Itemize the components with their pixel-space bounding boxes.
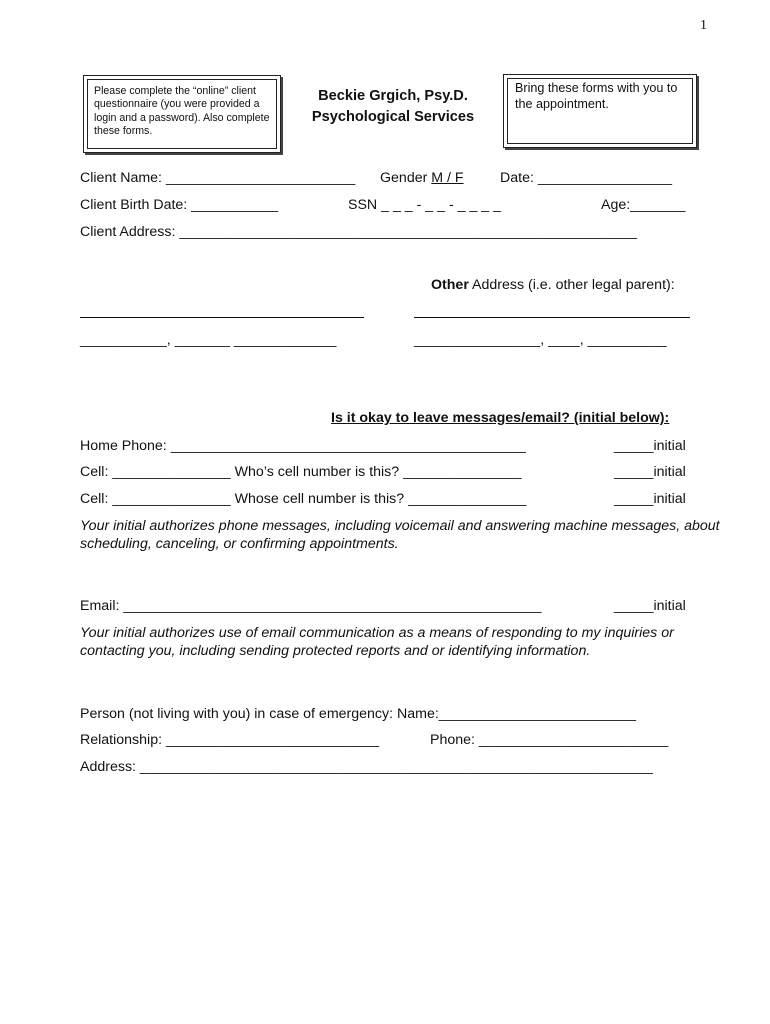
clinician-name: Beckie Grgich, Psy.D. [318,88,468,104]
other-address-right-line-2[interactable]: ________________, ____, __________ [414,332,667,348]
client-address-field[interactable]: Client Address: __________________________________________________________ [80,224,638,240]
cell-2-initial-field[interactable]: _____initial [614,491,686,507]
messages-heading: Is it okay to leave messages/email? (initial below): [331,410,670,426]
other-address-left-line-2[interactable]: ___________, _______ _____________ [80,332,337,348]
practice-header [300,86,486,128]
emergency-relationship-field[interactable]: Relationship: ___________________________ [80,732,380,748]
phone-authorization-text: Your initial authorizes phone messages, including voicemail and answering machine messages, about scheduling, canceling, or confirming appointments. [80,518,720,552]
cell-1-field[interactable]: Cell: _______________ Who’s cell number is this? _______________ [80,464,522,480]
ssn-field[interactable]: SSN _ _ _ - _ _ - _ _ _ _ [348,197,501,213]
other-address-label: Address (i.e. other legal parent): [468,277,675,293]
other-address-right-line-1[interactable] [414,317,690,318]
bring-forms-notice-text: Bring these forms with you to the appointment. [507,78,693,144]
other-address-heading [431,277,675,293]
page-number: 1 [700,18,707,33]
age-field[interactable]: Age:_______ [601,197,686,213]
email-initial-field[interactable]: _____initial [614,598,686,614]
gender-field[interactable] [380,170,464,186]
emergency-phone-field[interactable]: Phone: ________________________ [430,732,669,748]
email-authorization-text: Your initial authorizes use of email communication as a means of responding to my inquiries or contacting you, including sending protected reports and or identifying information. [80,625,674,659]
email-field[interactable]: Email: _____________________________________________________ [80,598,542,614]
emergency-address-field[interactable]: Address: _________________________________________________________________ [80,759,653,775]
gender-options[interactable]: M / F [431,170,464,186]
online-questionnaire-notice-box [83,75,281,153]
other-address-bold: Other [431,277,469,293]
date-field[interactable]: Date: _________________ [500,170,672,186]
other-address-left-line-1[interactable] [80,317,364,318]
gender-label: Gender [380,170,432,186]
cell-1-initial-field[interactable]: _____initial [614,464,686,480]
cell-2-field[interactable]: Cell: _______________ Whose cell number is this? _______________ [80,491,527,507]
bring-forms-notice-box [503,74,697,148]
home-phone-initial-field[interactable]: _____initial [614,438,686,454]
practice-name: Psychological Services [311,109,475,125]
emergency-contact-name-field[interactable]: Person (not living with you) in case of emergency: Name:_________________________ [80,706,637,722]
online-questionnaire-notice-text: Please complete the “online” client questionnaire (you were provided a login and a password). Also complete these forms. [87,79,277,149]
client-name-field[interactable]: Client Name: ________________________ [80,170,356,186]
home-phone-field[interactable]: Home Phone: _____________________________________________ [80,438,526,454]
client-birth-date-field[interactable]: Client Birth Date: ___________ [80,197,278,213]
